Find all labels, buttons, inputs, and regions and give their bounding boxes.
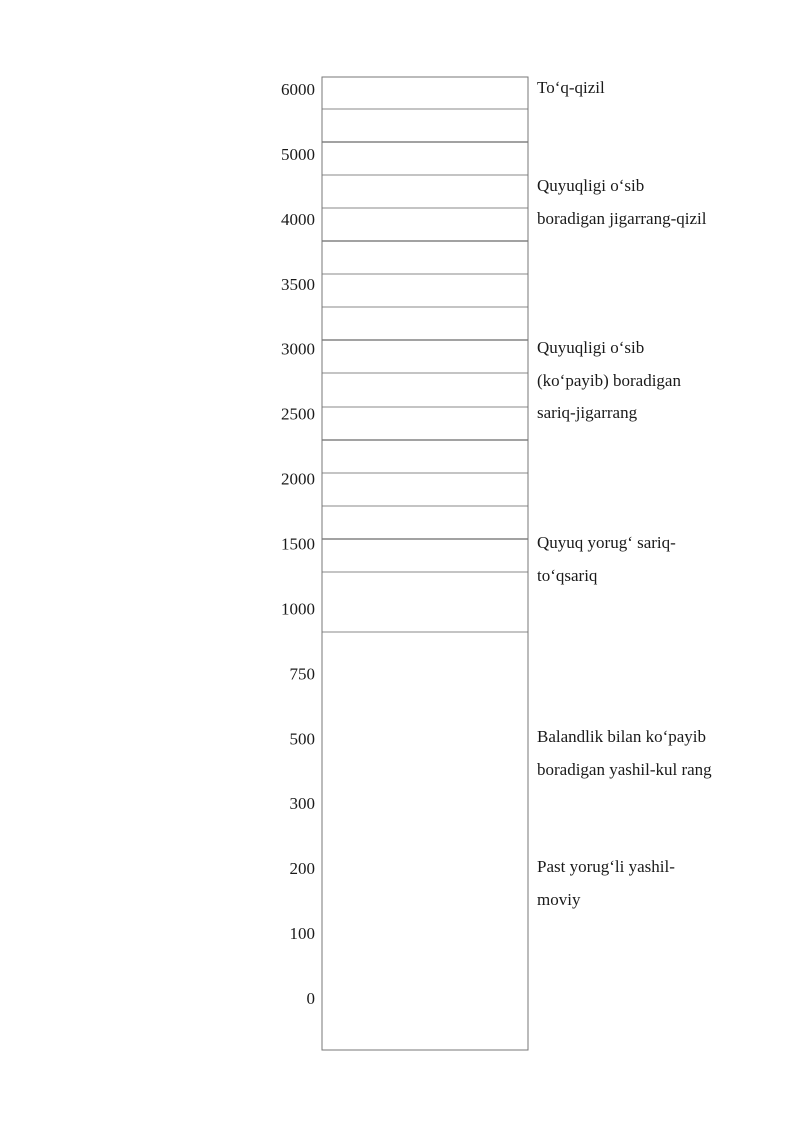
altitude-tick-label: 100 [289, 924, 315, 944]
description-line: Balandlik bilan ko‘payib [537, 727, 707, 746]
altitude-tick-label: 200 [289, 859, 315, 879]
description-line: moviy [537, 889, 581, 909]
altitude-tick-label: 1500 [281, 534, 315, 554]
color-description [537, 851, 675, 916]
band-lines [322, 109, 528, 632]
description-line: (ko‘payib) boradigan [537, 370, 681, 390]
color-description [537, 332, 681, 430]
color-description [537, 170, 706, 235]
altitude-tick-label: 500 [289, 729, 315, 749]
altitude-tick-label: 3000 [281, 339, 315, 359]
altitude-tick-label: 6000 [281, 80, 315, 99]
altitude-tick-label: 300 [289, 794, 315, 814]
color-description [537, 72, 605, 105]
description-line: Quyuq yorug‘ sariq- [537, 533, 676, 552]
description-line: sariq-jigarrang [537, 403, 638, 422]
altitude-tick-label: 3500 [281, 274, 315, 294]
altitude-scale [281, 80, 315, 1008]
description-line: boradigan jigarrang-qizil [537, 208, 707, 228]
altitude-tick-label: 5000 [281, 144, 315, 164]
altitude-tick-label: 2000 [281, 469, 315, 489]
altitude-tick-label: 1000 [281, 599, 315, 619]
color-description [537, 527, 676, 592]
description-line: Quyuqligi o‘sib [537, 338, 645, 357]
altitude-tick-label: 4000 [281, 209, 315, 229]
altitude-tick-label: 2500 [281, 404, 315, 424]
description-line: to‘qsariq [537, 565, 598, 585]
description-line: Past yorug‘li yashil- [537, 857, 675, 876]
altitude-tick-label: 750 [289, 664, 315, 684]
description-line: Quyuqligi o‘sib [537, 176, 645, 195]
altitude-tick-label: 0 [306, 989, 315, 1009]
description-line: To‘q-qizil [537, 78, 605, 97]
color-description [537, 721, 712, 786]
description-line: boradigan yashil-kul rang [537, 759, 712, 779]
altitude-column [322, 77, 528, 1050]
